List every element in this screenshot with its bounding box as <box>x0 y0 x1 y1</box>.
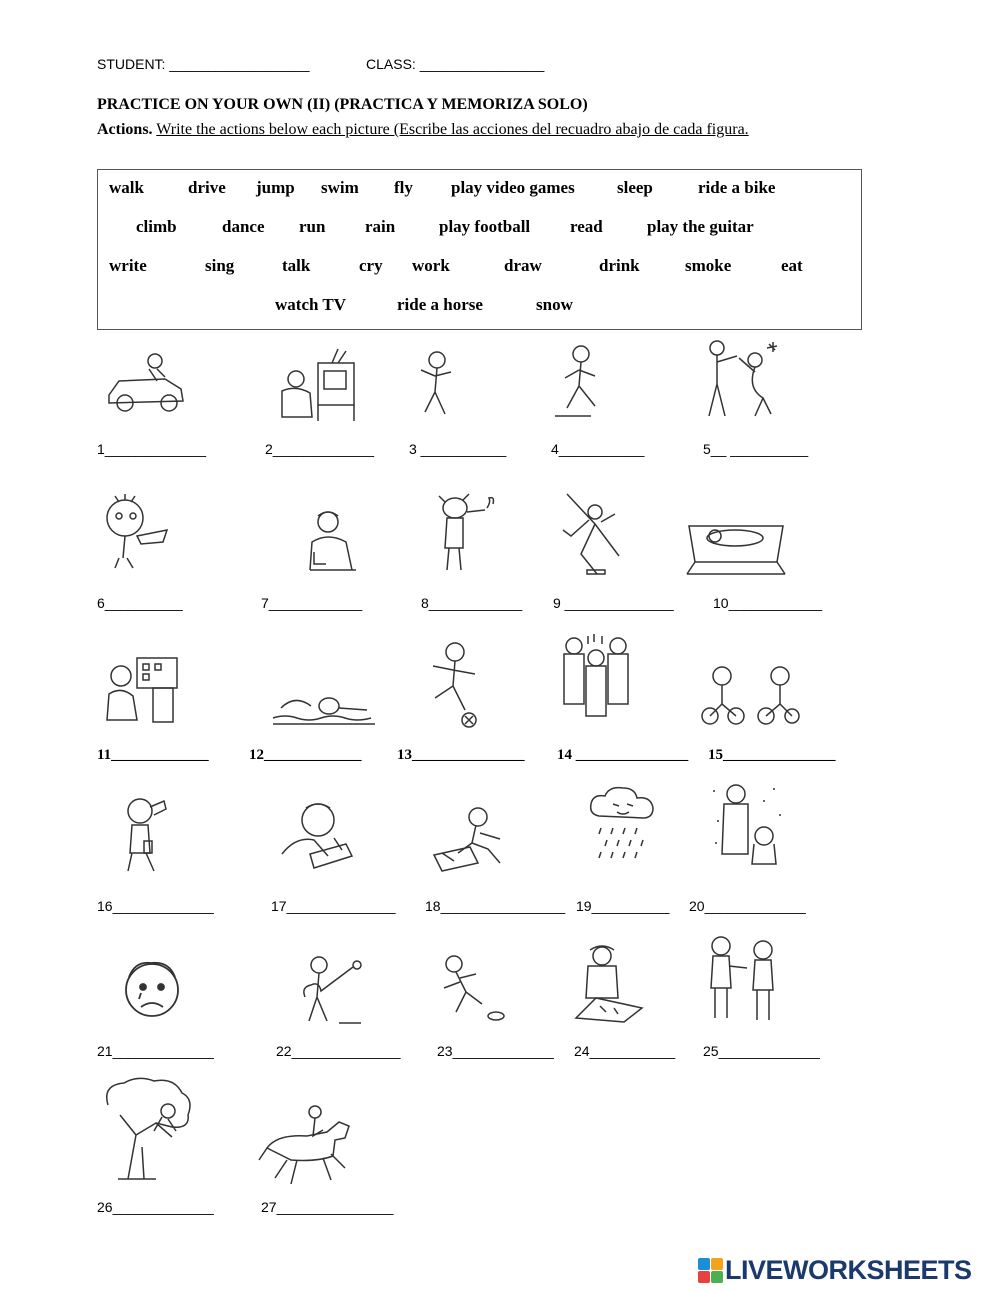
answer-blank-14[interactable]: 14 _______________ <box>557 747 689 763</box>
answer-blank-24[interactable]: 24___________ <box>574 1043 676 1059</box>
word-bank-item: read <box>570 217 603 236</box>
answer-blank-13[interactable]: 13_______________ <box>397 747 525 763</box>
boy-running-icon <box>436 952 508 1024</box>
answer-blank-22[interactable]: 22______________ <box>276 1043 401 1059</box>
kids-riding-bikes-icon <box>700 662 800 728</box>
instructions-text: Write the actions below each picture (Escribe las acciones del recuadro abajo de cada figura. <box>156 121 749 138</box>
man-working-icon <box>572 942 647 1024</box>
answer-blank-12[interactable]: 12_____________ <box>249 747 362 763</box>
answer-blank-17[interactable]: 17______________ <box>271 898 396 914</box>
boys-talking-icon <box>703 932 785 1024</box>
boy-climbing-tree-icon <box>98 1075 198 1185</box>
word-bank-item: play football <box>439 217 531 236</box>
rain-cloud-icon <box>585 784 660 874</box>
couple-dancing-icon <box>697 338 782 422</box>
word-bank-item: walk <box>109 178 144 197</box>
word-bank-item: work <box>412 256 450 275</box>
answer-blank-19[interactable]: 19__________ <box>576 898 670 914</box>
children-singing-icon <box>558 632 633 724</box>
word-bank-item: snow <box>536 295 573 314</box>
answer-blank-2[interactable]: 2_____________ <box>265 441 375 457</box>
answer-blank-16[interactable]: 16_____________ <box>97 898 214 914</box>
boy-writing-icon <box>276 798 356 874</box>
word-bank-item: sing <box>205 256 235 275</box>
superhero-flying-icon <box>557 484 632 579</box>
boy-reading-icon <box>306 508 358 578</box>
person-swimming-icon <box>271 692 376 728</box>
word-bank-item: jump <box>256 178 295 197</box>
word-bank-item: play video games <box>451 178 575 197</box>
answer-blank-21[interactable]: 21_____________ <box>97 1043 214 1059</box>
word-bank-item: rain <box>365 217 396 236</box>
girl-riding-horse-icon <box>257 1104 357 1188</box>
baby-sleeping-icon <box>683 516 793 578</box>
answer-blank-6[interactable]: 6__________ <box>97 595 183 611</box>
answer-blank-8[interactable]: 8____________ <box>421 595 523 611</box>
answer-blank-18[interactable]: 18________________ <box>425 898 566 914</box>
word-bank-item: write <box>109 256 147 275</box>
liveworksheets-logo <box>697 1255 972 1286</box>
word-bank-item: watch TV <box>275 295 346 314</box>
word-bank-item: ride a bike <box>698 178 776 197</box>
answer-blank-27[interactable]: 27_______________ <box>261 1199 394 1215</box>
student-name-field: STUDENT: __________________ <box>97 56 310 72</box>
boy-playing-video-games-icon <box>103 654 183 726</box>
boy-eating-icon <box>97 492 177 572</box>
girl-jumping-icon <box>413 348 463 423</box>
word-bank-item: climb <box>136 217 177 236</box>
word-bank-item: draw <box>504 256 542 275</box>
word-bank-item: swim <box>321 178 359 197</box>
person-drinking-icon <box>114 795 172 877</box>
logo-text: LIVEWORKSHEETS <box>725 1255 972 1285</box>
answer-blank-20[interactable]: 20_____________ <box>689 898 806 914</box>
answer-blank-9[interactable]: 9 ______________ <box>553 595 674 611</box>
answer-blank-5[interactable]: 5__ __________ <box>703 441 809 457</box>
answer-blank-26[interactable]: 26_____________ <box>97 1199 214 1215</box>
answer-blank-7[interactable]: 7____________ <box>261 595 363 611</box>
word-bank-item: drink <box>599 256 640 275</box>
word-bank-item: eat <box>781 256 803 275</box>
word-bank-item: talk <box>282 256 311 275</box>
word-bank-item: dance <box>222 217 265 236</box>
word-bank-item: sleep <box>617 178 653 197</box>
worksheet-title: PRACTICE ON YOUR OWN (II) (PRACTICA Y MEMORIZA SOLO) <box>97 96 588 113</box>
instructions-lead: Actions. <box>97 121 153 138</box>
answer-blank-10[interactable]: 10____________ <box>713 595 823 611</box>
tv-watcher-icon <box>272 345 362 425</box>
answer-blank-3[interactable]: 3 ___________ <box>409 441 507 457</box>
crying-face-icon <box>121 957 183 1023</box>
answer-blank-15[interactable]: 15_______________ <box>708 747 836 763</box>
word-bank-item: drive <box>188 178 226 197</box>
boy-drawing-icon <box>430 803 525 873</box>
word-bank-item: ride a horse <box>397 295 483 314</box>
liveworksheets-badge-icon <box>697 1256 725 1286</box>
word-bank-item: run <box>299 217 326 236</box>
answer-blank-25[interactable]: 25_____________ <box>703 1043 820 1059</box>
word-bank-item: play the guitar <box>647 217 754 236</box>
worksheet-instructions <box>97 121 749 139</box>
class-field: CLASS: ________________ <box>366 56 545 72</box>
boy-playing-football-icon <box>425 640 493 728</box>
word-bank-item: fly <box>394 178 413 197</box>
boy-walking-icon <box>551 342 616 420</box>
car-driver-icon <box>105 345 187 420</box>
answer-blank-11[interactable]: 11_____________ <box>97 747 209 763</box>
answer-blank-23[interactable]: 23_____________ <box>437 1043 554 1059</box>
word-bank <box>97 169 862 330</box>
snowman-people-icon <box>710 780 785 872</box>
word-bank-item: cry <box>359 256 383 275</box>
answer-blank-1[interactable]: 1_____________ <box>97 441 207 457</box>
answer-blank-4[interactable]: 4___________ <box>551 441 645 457</box>
word-bank-item: smoke <box>685 256 732 275</box>
dog-smoking-icon <box>433 492 501 576</box>
boy-playing-guitar-icon <box>297 955 367 1027</box>
